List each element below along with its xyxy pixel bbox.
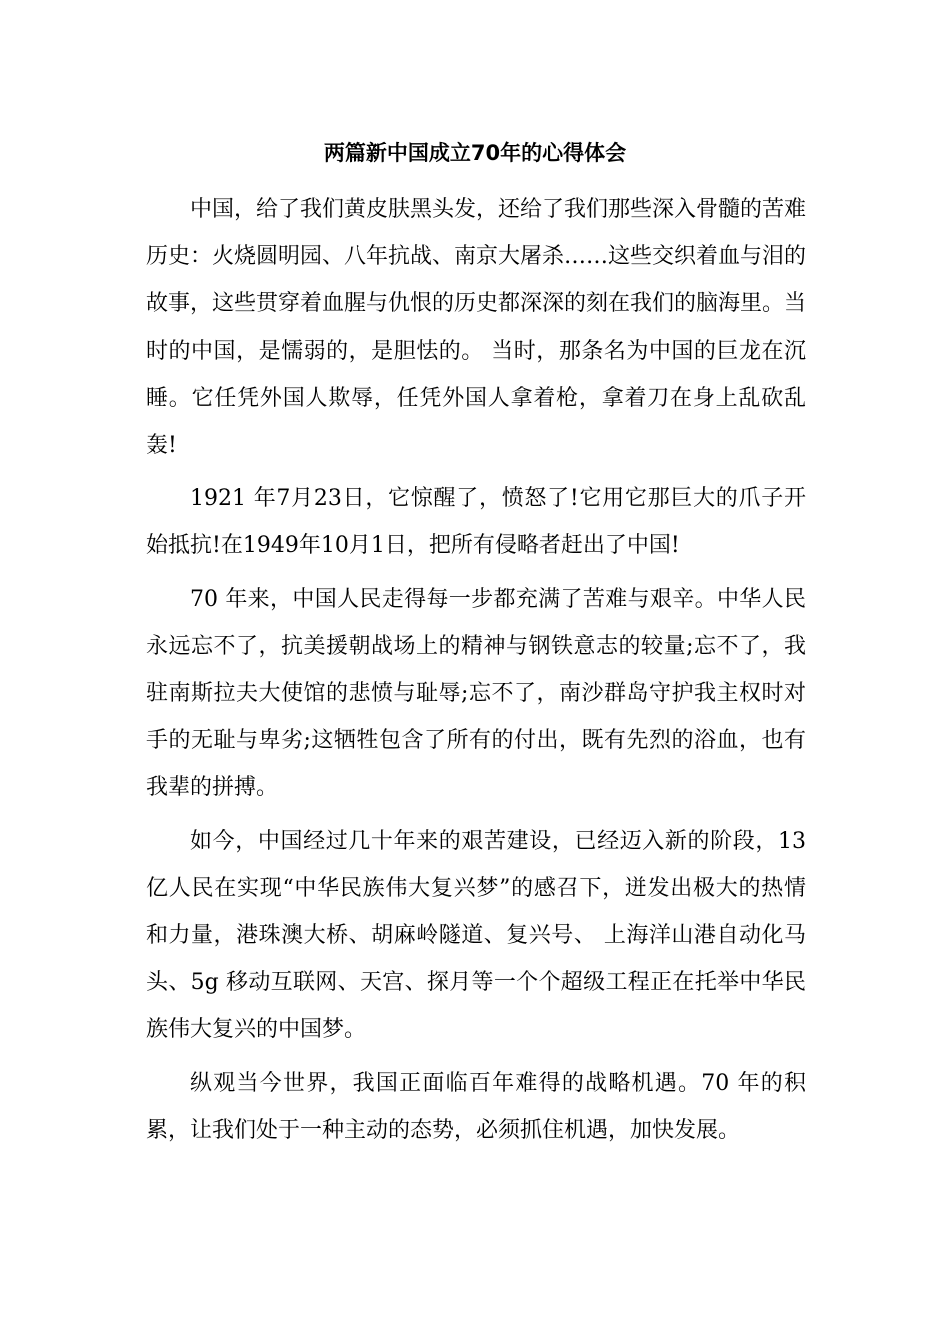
document-title: 两篇新中国成立70年的心得体会	[323, 141, 627, 165]
paragraph-4: 如今，中国经过几十年来的艰苦建设，已经迈入新的阶段，13 亿人民在实现“中华民族伟大复兴梦”的感召下，迸发出极大的热情和力量，港珠澳大桥、胡麻岭隧道、复兴号、 上海洋山港自动化马头、5g 移动互联网、天宫、探月等一个个超级工程正在托举中华民族伟大复兴的中国梦。	[146, 828, 806, 1043]
document-body	[146, 186, 806, 1160]
paragraph-2: 1921 年7月23日，它惊醒了，愤怒了!它用它那巨大的爪子开始抵抗!在1949年10月1日，把所有侵略者赶出了中国!	[146, 486, 806, 559]
paragraph-5: 纵观当今世界，我国正面临百年难得的战略机遇。70 年的积累，让我们处于一种主动的态势，必须抓住机遇，加快发展。	[146, 1070, 806, 1143]
paragraph-3: 70 年来，中国人民走得每一步都充满了苦难与艰辛。中华人民永远忘不了，抗美援朝战场上的精神与钢铁意志的较量;忘不了，我驻南斯拉夫大使馆的悲愤与耻辱;忘不了，南沙群岛守护我主权时对手的无耻与卑劣;这牺牲包含了所有的付出，既有先烈的浴血，也有我辈的拼搏。	[146, 586, 806, 801]
paragraph-1: 中国，给了我们黄皮肤黑头发，还给了我们那些深入骨髓的苦难历史：火烧圆明园、八年抗战、南京大屠杀……这些交织着血与泪的故事，这些贯穿着血腥与仇恨的历史都深深的刻在我们的脑海里。当时的中国，是懦弱的，是胆怯的。 当时，那条名为中国的巨龙在沉睡。它任凭外国人欺辱，任凭外国人拿着枪，拿着刀在身上乱砍乱轰!	[146, 197, 807, 459]
